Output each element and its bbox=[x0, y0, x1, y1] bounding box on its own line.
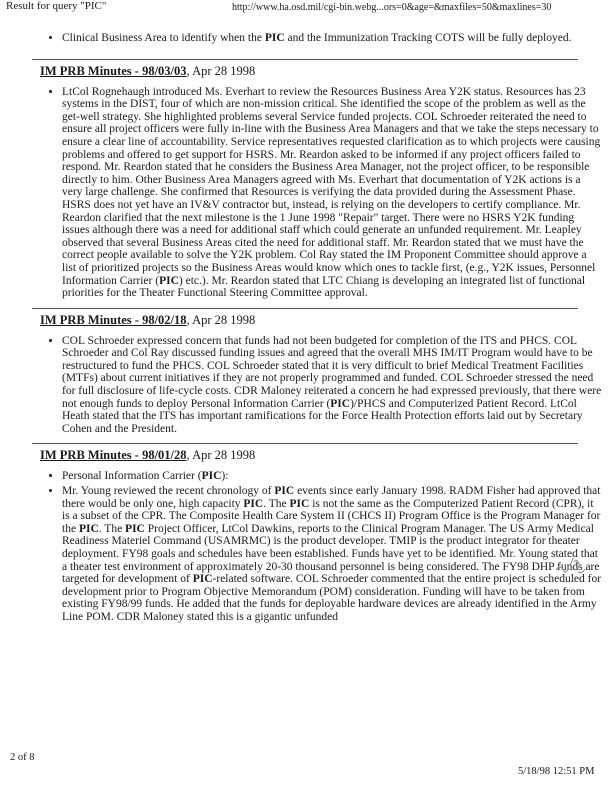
keyword-highlight: PIC bbox=[78, 522, 99, 535]
section-title: IM PRB Minutes - 98/03/03 bbox=[40, 63, 187, 78]
minutes-bullet bbox=[62, 86, 602, 300]
section-heading bbox=[40, 60, 602, 80]
keyword-highlight: PIC bbox=[192, 573, 213, 586]
section-heading bbox=[40, 309, 602, 329]
text-run: Project Officer, LtCol Dawkins, reports to the Clinical Program Manager. The US Army Medical Readiness Materiel Command (USAMRMC) is the product developer. TMIP is the product integrator for theater deployment. FY98 goals and schedules have been established. Funds have yet to be identified. Mr. Young stated that a theater test environment of approximately 20-30 thousand personnel is being considered. The FY98 DHP funds are targeted for development of bbox=[62, 522, 600, 586]
document-body bbox=[40, 32, 602, 624]
section-date: , Apr 28 1998 bbox=[186, 312, 256, 327]
minutes-bullet bbox=[62, 335, 602, 436]
text-run: events since early January 1998. RADM Fisher had approved that there would be only one, high capacity bbox=[62, 485, 601, 510]
keyword-highlight: PIC bbox=[243, 497, 264, 510]
keyword-highlight: PIC bbox=[159, 274, 179, 287]
text-run: . The bbox=[98, 522, 126, 535]
query-header: Result for query "PIC" bbox=[6, 0, 107, 12]
text-run: ): bbox=[221, 470, 229, 483]
keyword-highlight: PIC bbox=[274, 485, 295, 498]
text-run: -related software. COL Schroeder commented that the entire project is scheduled for development prior to Program Objective Memorandum (POM) consideration. Funding will have to be taken from existing FY98/99 funds. He added that the funds for deployable hardware devices are already identified in the Army Line POM. CDR Maloney stated this is a gigantic unfunded bbox=[62, 573, 602, 623]
section-list bbox=[40, 335, 602, 436]
section-heading bbox=[40, 444, 602, 464]
section-list bbox=[40, 86, 602, 300]
source-url: http://www.ha.osd.mil/cgi-bin.webg...ors=0&age=&maxfiles=50&maxlines=30 bbox=[232, 2, 552, 13]
section-list bbox=[40, 470, 602, 623]
text-run: ) etc.). Mr. Reardon stated that LTC Chiang is developing an integrated list of functional priorities for the Theater Functional Steering Committee approval. bbox=[62, 274, 586, 300]
intro-list bbox=[40, 32, 602, 45]
text-run: Personal Information Carrier ( bbox=[62, 470, 202, 483]
section-title: IM PRB Minutes - 98/02/18 bbox=[40, 312, 187, 327]
text-run: and the Immunization Tracking COTS will be fully deployed. bbox=[284, 32, 572, 44]
text-run: LtCol Rognehaugh introduced Ms. Everhart to review the Resources Business Area Y2K status. Resources has 23 systems in the DIST, four of which are non-mission critical. She identified the scope of the problem as well as the get-well strategy. She highlighted problems several Service funded projects. COL Schroeder reiterated the need to ensure all project officers were fully in-line with the Business Area Managers and that we take the steps necessary to ensure a clear line of accountability. Service representatives requested clarification as to which projects were causing problems and offered to get support for HSRS. Mr. Reardon asked to be informed if any project officers failed to respond. Mr. Reardon stated that he considers the Business Area Manager, not the project officer, to be responsible directly to him. Other Business Area Managers agreed with Ms. Everhart that documentation of Y2K actions is a very large challenge. She confirmed that Resources is verifying the data provided during the Assessment Phase. HSRS does not yet have an IV&V contractor but, instead, is relying on the developers to certify compliance. Mr. Reardon clarified that the next milestone is the 1 June 1998 "Repair" target. There were no HSRS Y2K funding issues although there was a need for additional staff which could generate an unfunded requirement. Mr. Leapley observed that several Business Areas cited the need for additional staff. Mr. Reardon stated that we must have the correct people available to solve the Y2K problem. Col Ray stated the IM Proponent Committee should approve a list of prioritized projects so the Business Areas would know which ones to tackle first, (e.g., Y2K issues, Personnel Information Carrier ( bbox=[62, 85, 601, 287]
section-date: , Apr 28 1998 bbox=[186, 448, 256, 463]
print-timestamp: 5/18/98 12:51 PM bbox=[518, 766, 595, 777]
keyword-highlight: PIC bbox=[125, 522, 145, 535]
text-run: Mr. Young reviewed the recent chronology of bbox=[62, 485, 275, 498]
text-run: is not the same as the Computerized Patient Record (CPR), it is a subset of the CPR. The Composite Health Care System II (CHCS II) Program Office is the Program Manager for the bbox=[62, 497, 601, 535]
handwritten-mark bbox=[550, 548, 590, 588]
minutes-bullet bbox=[62, 470, 602, 483]
minutes-bullet bbox=[62, 485, 602, 624]
text-run: COL Schroeder expressed concern that funds had not been budgeted for completion of the ITS and PHCS. COL Schroeder and Col Ray discussed funding issues and agreed that the overall MHS IM/IT Program would have to be restructured to fund the PHCS. COL Schroeder stated that it is very difficult to brief Medical Treatment Facilities (MTFs) about current initiatives if they are not properly programmed and funded. COL Schroeder stressed the need for full disclosure of life-cycle costs. CDR Maloney reiterated a concern he had expressed previously, that there were not enough funds to deploy Personal Information Carrier ( bbox=[62, 334, 602, 410]
keyword-highlight: PIC bbox=[330, 397, 351, 410]
section-98-01-28 bbox=[40, 444, 602, 623]
text-run: )/PHCS and Computerized Patient Record. LtCol Heath stated that the ITS has important ramifications for the Force Health Protection efforts laid out by Secretary Cohen and the President. bbox=[62, 397, 583, 435]
text-run: Clinical Business Area to identify when the bbox=[62, 32, 265, 44]
section-title: IM PRB Minutes - 98/01/28 bbox=[40, 448, 187, 463]
section-98-03-03 bbox=[40, 60, 602, 300]
section-98-02-18 bbox=[40, 309, 602, 436]
keyword-highlight: PIC bbox=[201, 470, 222, 483]
keyword-highlight: PIC bbox=[289, 497, 310, 510]
section-date: , Apr 28 1998 bbox=[186, 63, 256, 78]
keyword-highlight: PIC bbox=[264, 32, 285, 44]
text-run: . The bbox=[263, 497, 290, 510]
intro-bullet bbox=[62, 32, 602, 45]
page-number: 2 of 8 bbox=[10, 752, 35, 763]
